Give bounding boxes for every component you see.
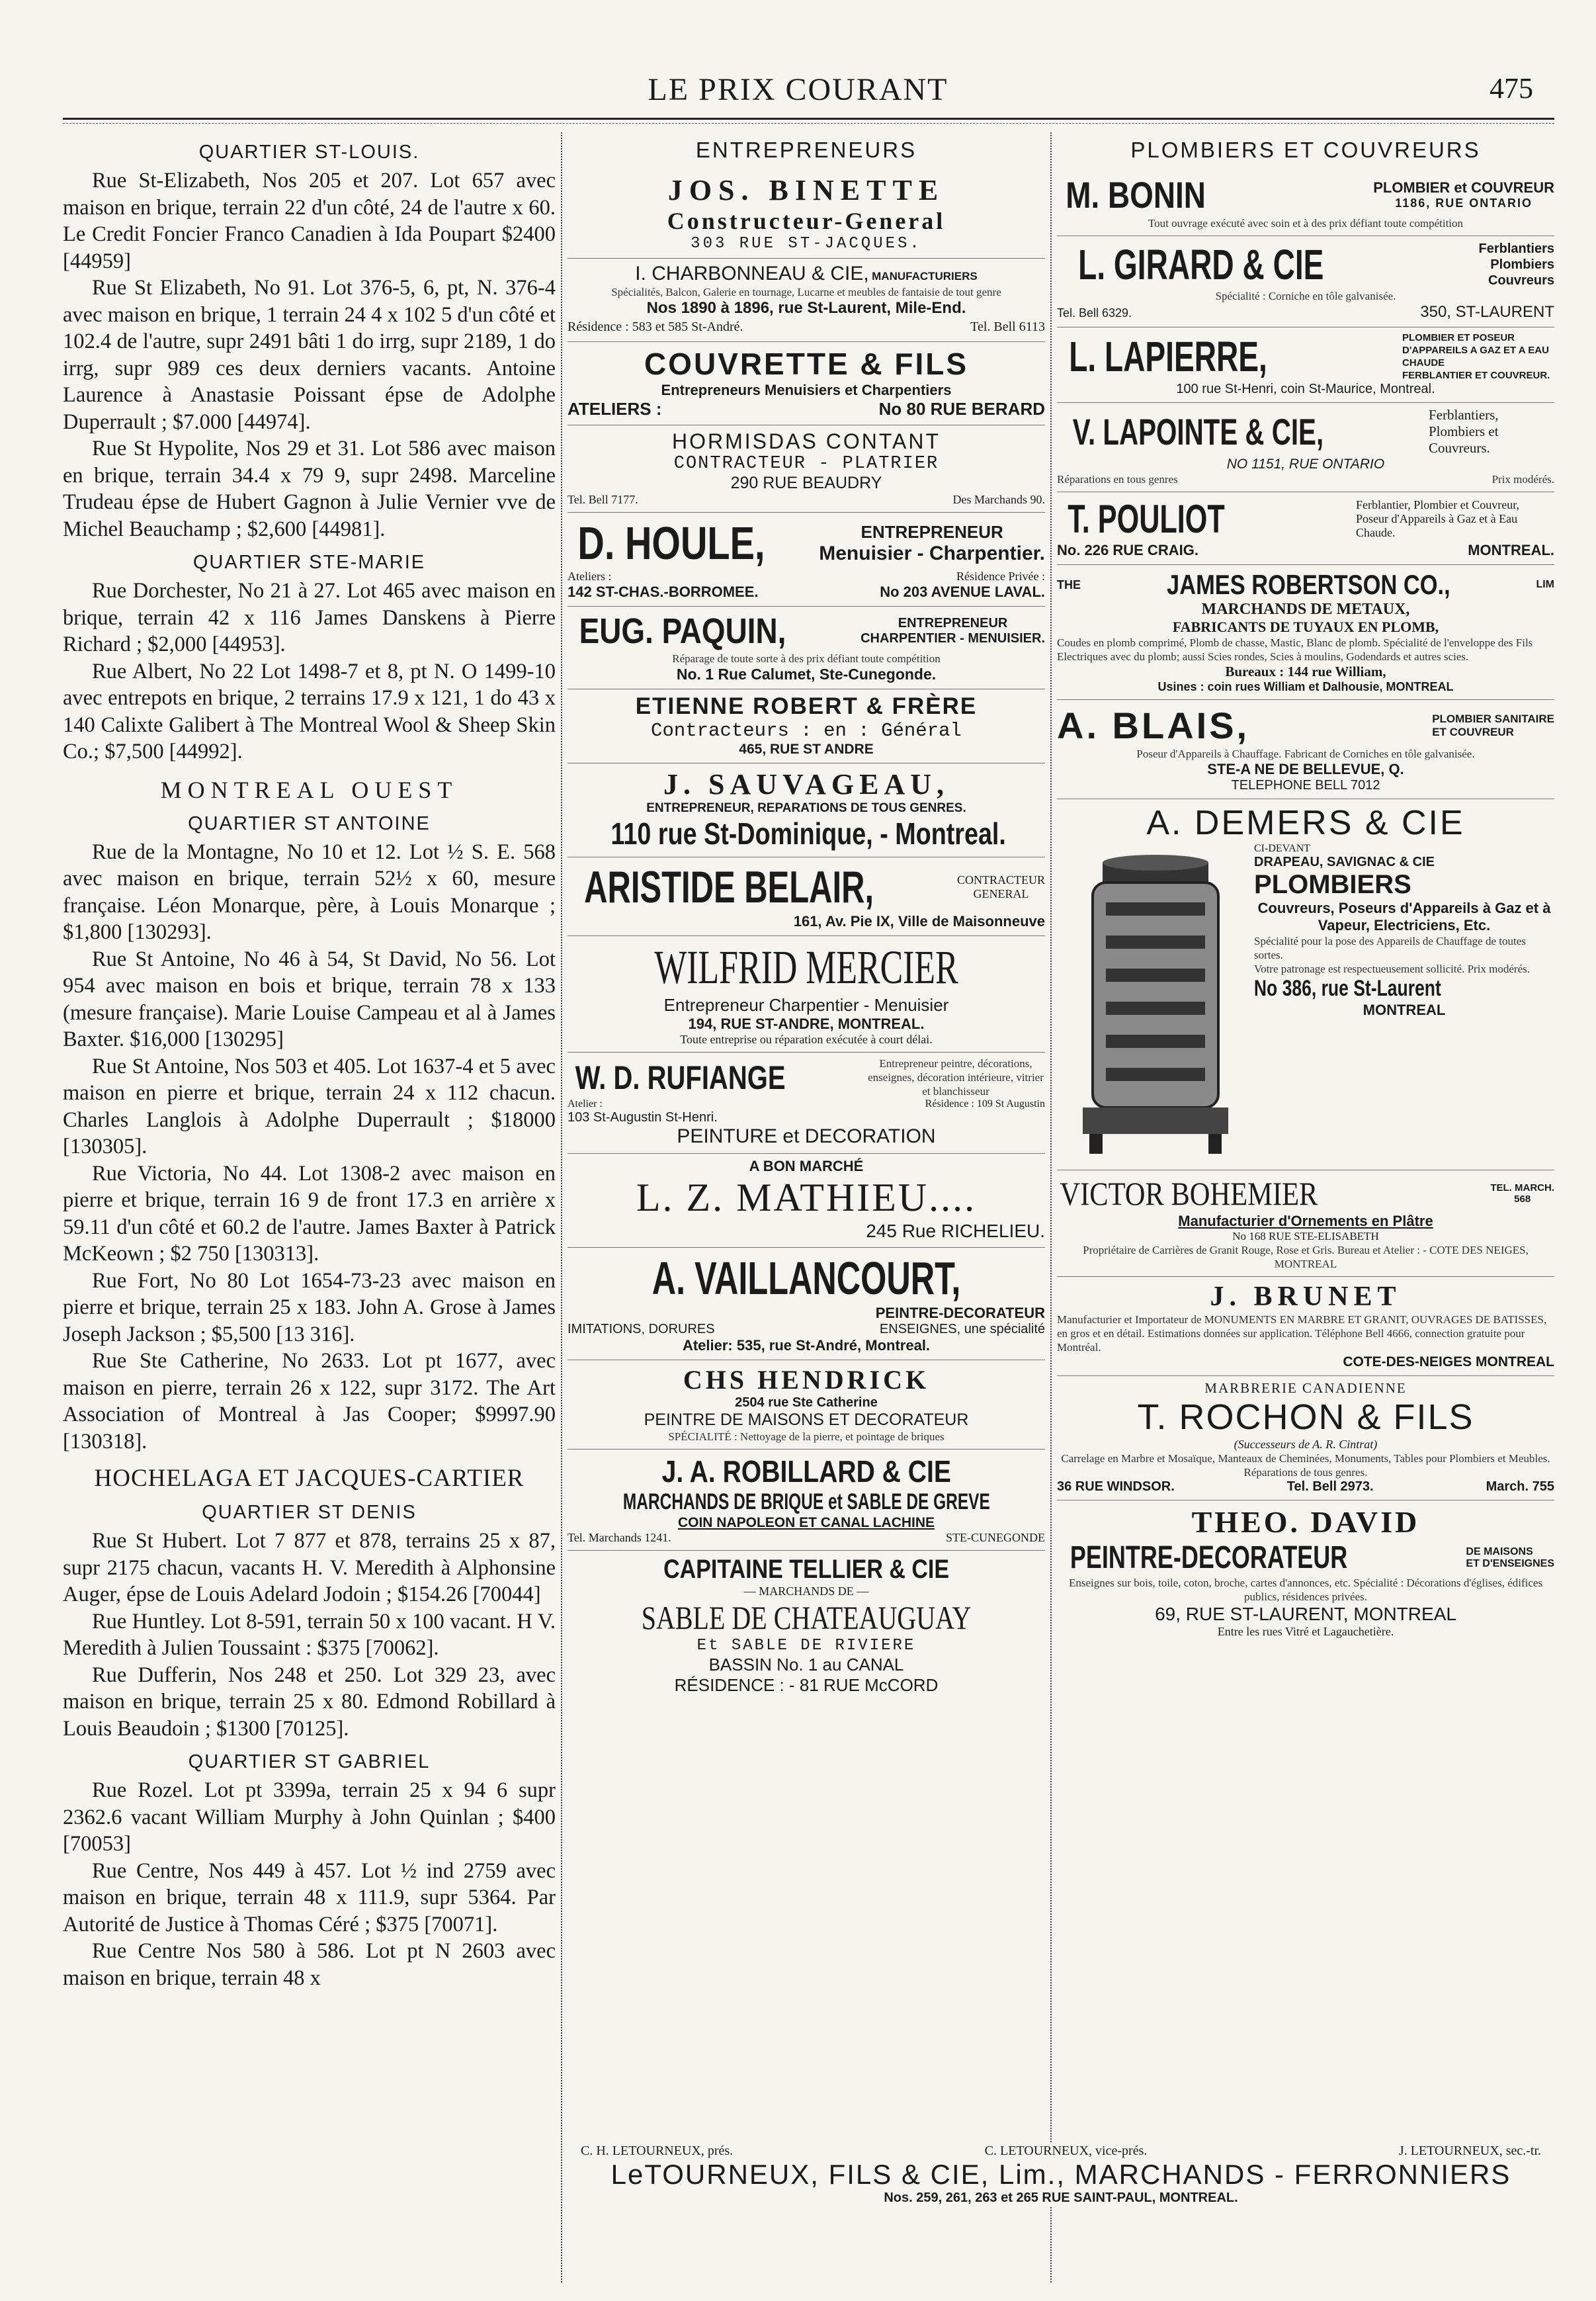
ad-name: JOS. BINETTE: [667, 174, 945, 206]
ad-lapierre: [1057, 327, 1554, 403]
ad-description: Carrelage en Marbre et Mosaïque, Manteaux de Cheminées, Monuments, Tables pour Plombiers et Meubles. Réparations de tous genres.: [1061, 1452, 1550, 1479]
property-entry: Rue St Hypolite, Nos 29 et 31. Lot 586 avec maison en brique, terrain 34.4 x 79 9, supr 2498. Marceline Trudeau épse de Hubert Gagnon à Julie Vernier vve de Michel Beauchamp ; $2,600 [44981].: [63, 437, 556, 541]
ad-letourneux: [567, 2144, 1554, 2206]
ad-description: Entrepreneur peintre, décorations, enseignes, décoration intérieure, vitrier et blanchisseur: [868, 1057, 1044, 1098]
ad-label: Atelier :: [567, 1098, 603, 1109]
ad-description: Toute entreprise ou réparation exécutée à court délai.: [680, 1033, 933, 1046]
ad-address: Nos. 259, 261, 263 et 265 RUE SAINT-PAUL, MONTREAL.: [884, 2191, 1238, 2205]
ad-hendrick: [567, 1360, 1045, 1450]
ad-role: FERBLANTIER ET COUVREUR.: [1402, 370, 1550, 381]
ad-role: PEINTRE DE MAISONS ET DECORATEUR: [644, 1411, 969, 1429]
ad-location: Entre les rues Vitré et Lagauchetière.: [1217, 1625, 1394, 1638]
ad-address: 161, Av. Pie IX, Ville de Maisonneuve: [793, 913, 1045, 930]
ad-description: Manufacturier et Importateur de MONUMENTS EN MARBRE ET GRANIT, OUVRAGES DE BATISSES, en gros et en détail. Estimations données sur application. Téléphone Bell 4666, connection gratuite pour Montréal.: [1057, 1313, 1547, 1354]
ad-phone: TELEPHONE BELL 7012: [1231, 778, 1380, 793]
ad-charbonneau: [567, 259, 1045, 342]
ad-description: Propriétaire de Carrières de Granit Rouge, Rose et Gris. Bureau et Atelier : - COTE DES NEIGES, MONTREAL: [1083, 1244, 1529, 1270]
ad-residence: Résidence : 583 et 585 St-André.: [567, 320, 743, 334]
ad-role: Constructeur-General: [667, 208, 946, 234]
section-heading: QUARTIER ST-LOUIS.: [198, 142, 420, 163]
ad-address: 194, RUE ST-ANDRE, MONTREAL.: [688, 1016, 925, 1032]
ad-name: D. HOULE,: [577, 517, 765, 569]
ad-role-detail: FABRICANTS DE TUYAUX EN PLOMB,: [1172, 619, 1439, 635]
ad-phone: Tel. Marchands 1241.: [567, 1531, 671, 1544]
ad-name: ARISTIDE BELAIR,: [584, 862, 874, 912]
ad-name: A. VAILLANCOURT,: [651, 1252, 961, 1304]
section-heading: HOCHELAGA ET JACQUES-CARTIER: [94, 1465, 525, 1492]
ad-description: SPÉCIALITÉ : Nettoyage de la pierre, et pointage de briques: [668, 1430, 945, 1443]
ad-product: SABLE DE CHATEAUGUAY: [641, 1599, 972, 1636]
ad-role: CONTRACTEUR - PLATRIER: [673, 454, 939, 474]
ad-role: PLOMBIER SANITAIRE: [1432, 712, 1554, 725]
ad-sauvageau: [567, 763, 1045, 857]
page-title: LE PRIX COURANT: [648, 72, 948, 107]
ad-phone-alt: Des Marchands 90.: [952, 493, 1045, 506]
ad-address: NO 1151, RUE ONTARIO: [1226, 456, 1385, 472]
ad-name: L. Z. MATHIEU....: [636, 1176, 977, 1219]
ad-belair: [567, 857, 1045, 936]
ad-address: 69, RUE ST-LAURENT, MONTREAL: [1155, 1604, 1456, 1624]
ad-houle: [567, 513, 1045, 607]
ad-description: Prix modérés.: [1491, 473, 1554, 486]
ad-role: PLOMBIER ET POSEUR D'APPAREILS A GAZ ET A EAU CHAUDE: [1402, 332, 1549, 369]
ad-pouliot: [1057, 492, 1554, 565]
ad-role: CONTRACTEUR: [956, 873, 1045, 887]
header-rule: [63, 118, 1554, 120]
section-heading: PLOMBIERS ET COUVREURS: [1130, 138, 1481, 162]
running-header: [0, 66, 1596, 119]
ad-lapointe: [1057, 403, 1554, 492]
ad-name: V. LAPOINTE & CIE,: [1072, 411, 1324, 453]
property-entry: Rue de la Montagne, No 10 et 12. Lot ½ S. E. 568 avec maison en brique, terrain 52½ x 60, mesure française. Léon Monarque, père, à Louis Monarque ; $1,800 [130293].: [63, 840, 556, 944]
ad-badge: THE: [1057, 578, 1081, 591]
ad-role: PLOMBIER et COUVREUR: [1373, 179, 1554, 196]
ad-mathieu: [567, 1154, 1045, 1248]
ad-phone: Tel. Bell 2973.: [1286, 1479, 1374, 1494]
ad-address: Atelier: 535, rue St-André, Montreal.: [682, 1337, 931, 1354]
ad-address: Nos 1890 à 1896, rue St-Laurent, Mile-End.: [646, 299, 966, 317]
ad-officer: C. H. LETOURNEUX, prés.: [581, 2144, 734, 2158]
ad-girard: [1057, 236, 1554, 327]
ad-rufiange: [567, 1053, 1045, 1154]
property-entry: Rue St-Elizabeth, Nos 205 et 207. Lot 657 avec maison en brique, terrain 22 d'un côté, 24 de l'autre x 60. Le Credit Foncier Franco Canadien à Ida Poupart $2400 [44959]: [63, 169, 556, 273]
ad-vaillancourt: [567, 1248, 1045, 1360]
section-heading: QUARTIER ST DENIS: [202, 1502, 417, 1523]
ad-name: T. ROCHON & FILS: [1137, 1397, 1474, 1437]
ad-demers: [1057, 799, 1554, 1170]
ad-address: 245 Rue RICHELIEU.: [866, 1221, 1045, 1241]
ad-bonin: [1057, 169, 1554, 236]
ad-role: MARCHANDS DE METAUX,: [1201, 601, 1410, 618]
ad-role-detail: ET D'ENSEIGNES: [1466, 1557, 1554, 1569]
ad-description: Spécialités, Balcon, Galerie en tournage, Lucarne et meubles de fantaisie de tout genre: [611, 286, 1001, 298]
ad-address: No 386, rue St-Laurent: [1253, 976, 1441, 1001]
ad-role: Manufacturier d'Ornements en Plâtre: [1178, 1213, 1433, 1229]
property-entry: Rue Rozel. Lot pt 3399a, terrain 25 x 94 6 supr 2362.6 vacant William Murphy à John Quinlan ; $400 [70053]: [63, 1778, 556, 1856]
ad-description: Coudes en plomb comprimé, Plomb de chasse, Mastic, Blanc de plomb. Spécialité de l'enveloppe des Fils Electriques avec du plomb; aussi Scies rondes, Scies à moulins, Godendards et autres scies.: [1057, 636, 1533, 663]
ad-address: 290 RUE BEAUDRY: [730, 474, 882, 492]
ad-label: ATELIERS :: [567, 399, 662, 419]
ad-brunet: [1057, 1277, 1554, 1376]
property-entry: Rue Centre, Nos 449 à 457. Lot ½ ind 2759 avec maison en brique, terrain 48 x 111.9, supr 5364. Par Autorité de Justice à Thomas Céré ; $375 [70071].: [63, 1858, 556, 1936]
ad-description: Spécialité pour la pose des Appareils de Chauffage de toutes sortes.: [1254, 935, 1526, 961]
ad-address: No 80 RUE BERARD: [878, 399, 1045, 419]
ad-address: 142 ST-CHAS.-BORROMEE.: [567, 584, 759, 600]
ad-address: No. 1 Rue Calumet, Ste-Cunegonde.: [676, 666, 937, 683]
ad-firm: DRAPEAU, SAVIGNAC & CIE: [1254, 855, 1435, 869]
ad-address: COIN NAPOLEON ET CANAL LACHINE: [677, 1515, 935, 1530]
ad-role: Ferblantiers: [1478, 241, 1554, 256]
property-entry: Rue Huntley. Lot 8-591, terrain 50 x 100 vacant. H V. Meredith à Julien Toussaint : $375 [70062].: [63, 1609, 556, 1660]
property-entry: Rue Dufferin, Nos 248 et 250. Lot 329 23, avec maison en brique, terrain 25 x 80. Edmond Robillard à Louis Beaudoin ; $1300 [70125].: [63, 1663, 556, 1741]
ad-role-detail: Menuisier - Charpentier.: [819, 542, 1045, 564]
ad-role: Couvreurs: [1488, 273, 1554, 288]
ad-address: 36 RUE WINDSOR.: [1057, 1479, 1175, 1494]
ad-address: 1186, RUE ONTARIO: [1395, 196, 1533, 210]
contractors-column: [567, 132, 1045, 2282]
ad-phone: 568: [1514, 1194, 1531, 1205]
ad-robillard: [567, 1450, 1045, 1551]
ad-name: I. CHARBONNEAU & CIE,: [635, 263, 869, 284]
ad-residence: Résidence : 109 St Augustin: [925, 1098, 1045, 1109]
ad-name: W. D. RUFIANGE: [575, 1059, 786, 1096]
property-entry: Rue Ste Catherine, No 2633. Lot pt 1677, avec maison en pierre, terrain 26 x 122, supr 3172. The Art Association of Montreal à Jas Cooper; $9997.90 [130318].: [63, 1349, 556, 1454]
ad-location: STE-CUNEGONDE: [946, 1531, 1045, 1544]
ad-description: Réparations en tous genres: [1057, 473, 1178, 486]
ad-name: VICTOR BOHEMIER: [1060, 1175, 1318, 1212]
ad-officer: J. LETOURNEUX, sec.-tr.: [1398, 2144, 1541, 2158]
ad-paquin: [567, 607, 1045, 689]
ad-detail: IMITATIONS, DORURES: [567, 1322, 715, 1336]
ad-name: T. POULIOT: [1068, 497, 1225, 541]
ad-name: A. DEMERS & CIE: [1146, 804, 1465, 842]
section-heading: MONTREAL OUEST: [160, 776, 458, 803]
ad-subtitle: CI-DEVANT: [1254, 843, 1311, 854]
ad-address: No. 226 RUE CRAIG.: [1057, 542, 1198, 558]
ad-david: [1057, 1500, 1554, 1644]
ad-name: HORMISDAS CONTANT: [672, 429, 941, 453]
ad-description: Réparage de toute sorte à des prix défiant toute compétition: [672, 652, 941, 665]
ad-city: MONTREAL: [1363, 1002, 1446, 1018]
ad-address: 350, ST-LAURENT: [1420, 303, 1554, 321]
ad-address: 110 rue St-Dominique, - Montreal.: [610, 816, 1006, 851]
ad-roles: Couvreurs, Poseurs d'Appareils à Gaz et à Vapeur, Electriciens, Etc.: [1257, 900, 1551, 933]
ad-officer: C. LETOURNEUX, vice-prés.: [984, 2144, 1148, 2158]
ad-address: 100 rue St-Henri, coin St-Maurice, Montreal.: [1176, 382, 1435, 396]
property-entry: Rue Dorchester, No 21 à 27. Lot 465 avec maison en brique, terrain 42 x 116 James Danskens à Pierre Richard ; $2,000 [44953].: [63, 579, 556, 656]
ad-role: Entrepreneur Charpentier - Menuisier: [663, 995, 949, 1015]
ad-bohemier: [1057, 1170, 1554, 1277]
ad-phone: Tel. Bell 6113: [970, 320, 1045, 334]
ad-name: WILFRID MERCIER: [654, 941, 958, 994]
ad-hormisdas: [567, 425, 1045, 513]
property-entry: Rue St Antoine, No 46 à 54, St David, No 56. Lot 954 avec maison en bois et brique, terrain 78 x 133 (mesure française). Marie Louise Campeau et al à James Baxter. $16,000 [130295]: [63, 947, 556, 1051]
ad-name: L. GIRARD & CIE: [1078, 241, 1324, 288]
ad-role: ENTREPRENEUR: [898, 616, 1008, 630]
ad-robert: [567, 689, 1045, 763]
section-heading: QUARTIER ST GABRIEL: [188, 1751, 431, 1772]
ad-binette: [567, 169, 1045, 259]
ad-badge: LIM: [1536, 579, 1554, 590]
ad-robertson: [1057, 565, 1554, 700]
property-entry: Rue St Hubert. Lot 7 877 et 878, terrains 25 x 87, supr 2175 chacun, vacants H. V. Meredith à Alphonsine Auger, épse de Louis Adelard Jodoin ; $154.26 [70044]: [63, 1529, 556, 1606]
ad-address: COTE-DES-NEIGES MONTREAL: [1343, 1354, 1554, 1369]
ad-role: ENTREPRENEUR: [861, 521, 1003, 542]
ad-role: Plombiers: [1490, 257, 1554, 272]
ad-role: PEINTRE-DECORATEUR: [875, 1305, 1045, 1321]
column-divider: [561, 132, 562, 2282]
ad-phone: TEL. MARCH.: [1490, 1182, 1554, 1194]
ad-mercier: [567, 936, 1045, 1053]
ad-factory: Usines : coin rues William et Dalhousie, MONTREAL: [1157, 680, 1454, 693]
ad-label: Ateliers :: [567, 570, 612, 583]
section-heading: ENTREPRENEURS: [695, 138, 917, 162]
ad-tagline: PEINTURE et DECORATION: [677, 1125, 936, 1147]
ad-tagline: MARBRERIE CANADIENNE: [1204, 1380, 1407, 1396]
property-entry: Rue Centre Nos 580 à 586. Lot pt N 2603 avec maison en brique, terrain 48 x: [63, 1939, 556, 1990]
ad-role-detail: CHARPENTIER - MENUISIER.: [861, 631, 1045, 646]
ad-successors: (Successeurs de A. R. Cintrat): [1234, 1438, 1378, 1451]
ad-name: J. BRUNET: [1210, 1281, 1402, 1312]
ad-tellier: [567, 1551, 1045, 1701]
property-entry: Rue Albert, No 22 Lot 1498-7 et 8, pt N. O 1499-10 avec entrepots en brique, 2 terrains 17.9 x 121, 1 do 43 x 140 Calixte Galibert à The Montreal Wool & Sheep Skin Co.; $7,500 [44992].: [63, 659, 556, 763]
ad-name: M. BONIN: [1066, 174, 1206, 216]
ad-name: COUVRETTE & FILS: [644, 347, 969, 381]
ad-role: MARCHANDS DE BRIQUE et SABLE DE GREVE: [622, 1489, 990, 1514]
ad-address: 2504 rue Ste Catherine: [735, 1395, 878, 1410]
ad-office: Bureaux : 144 rue William,: [1225, 664, 1386, 679]
section-heading: QUARTIER STE-MARIE: [192, 552, 426, 573]
ad-label: Résidence Privée :: [956, 570, 1045, 583]
ad-address: No 168 RUE STE-ELISABETH: [1232, 1230, 1379, 1242]
section-heading: QUARTIER ST ANTOINE: [188, 812, 431, 834]
ad-phone-alt: March. 755: [1486, 1479, 1554, 1494]
ad-address: 465, RUE ST ANDRE: [739, 742, 874, 757]
ad-description: Votre patronage est respectueusement sollicité. Prix modérés.: [1254, 963, 1531, 975]
ad-residence: RÉSIDENCE : - 81 RUE McCORD: [674, 1675, 939, 1695]
plumbers-column: [1057, 132, 1554, 2282]
ad-role-detail: GENERAL: [973, 887, 1029, 900]
ad-description: Et SABLE DE RIVIERE: [696, 1637, 916, 1655]
ad-blais: [1057, 700, 1554, 799]
property-entry: Rue Victoria, No 44. Lot 1308-2 avec maison en pierre et brique, terrain 16 9 de front 17.3 en arrière x 59.11 d'un côté et 60.2 de l'autre. James Baxter à Patrick McKeown ; $2 750 [130313].: [63, 1161, 556, 1266]
ad-address: STE-A NE DE BELLEVUE, Q.: [1207, 761, 1404, 777]
ad-role: Ferblantier, Plombier et Couvreur, Poseur d'Appareils à Gaz et à Eau Chaude.: [1356, 498, 1519, 539]
ad-name: J. SAUVAGEAU,: [663, 768, 950, 801]
ad-city: MONTREAL.: [1468, 542, 1554, 558]
property-entry: Rue St Elizabeth, No 91. Lot 376-5, 6, pt, N. 376-4 avec maison en brique, 1 terrain 24 4 x 102 5 d'un côté et 102.4 de l'autre, supr 2491 bâti 1 do irrg, supr 2189, 1 do irrg, supr 989 ces deux derniers vacants. Antoine Laurence à Anastasie Poissant épse de Adolphe Duperrault ; $7.000 [44974].: [63, 276, 556, 434]
ad-role: PLOMBIERS: [1254, 870, 1411, 899]
ad-description: Entrepreneurs Menuisiers et Charpentiers: [661, 382, 952, 398]
stove-illustration: [1066, 849, 1245, 1160]
ad-address: 103 St-Augustin St-Henri.: [567, 1110, 718, 1125]
property-entry: Rue St Antoine, Nos 503 et 405. Lot 1637-4 et 5 avec maison en pierre et brique, terrain 24 x 112 chacun. Charles Langlois à Adolphe Duperrault ; $18000 [130305].: [63, 1054, 556, 1158]
ad-name: CHS HENDRICK: [683, 1365, 930, 1395]
ad-name: THEO. DAVID: [1191, 1505, 1420, 1539]
ad-description: Spécialité : Corniche en tôle galvanisée.: [1215, 290, 1396, 302]
ad-location: BASSIN No. 1 au CANAL: [708, 1655, 904, 1674]
ad-address: 303 RUE ST-JACQUES.: [691, 235, 922, 253]
page-number: 475: [1490, 72, 1533, 105]
column-divider: [1050, 132, 1052, 2282]
ad-name: EUG. PAQUIN,: [579, 611, 786, 651]
real-estate-column: [63, 132, 556, 2282]
ad-role: ENTREPRENEUR, REPARATIONS DE TOUS GENRES.: [646, 801, 966, 815]
ad-role: PEINTRE-DECORATEUR: [1070, 1540, 1348, 1575]
ad-name: A. BLAIS,: [1057, 705, 1250, 746]
ad-description: Tout ouvrage exécuté avec soin et à des prix défiant toute compétition: [1148, 217, 1464, 230]
ad-name: J. A. ROBILLARD & CIE: [661, 1454, 951, 1489]
ad-phone: Tel. Bell 7177.: [567, 493, 638, 506]
ad-address-alt: No 203 AVENUE LAVAL.: [880, 584, 1045, 600]
ad-role: MANUFACTURIERS: [872, 270, 978, 282]
ad-name: ETIENNE ROBERT & FRÈRE: [635, 693, 978, 719]
ad-name: JAMES ROBERTSON CO.,: [1166, 569, 1450, 600]
ad-description: Enseignes sur bois, toile, coton, broche, cartes d'annonces, etc. Spécialité : Décorations d'églises, édifices publics, résidences privées.: [1068, 1577, 1543, 1603]
ad-detail: ENSEIGNES, une spécialité: [879, 1322, 1045, 1336]
ad-role: Contracteurs : en : Général: [651, 720, 962, 742]
ad-role: ET COUVREUR: [1432, 725, 1514, 738]
ad-name: L. LAPIERRE,: [1069, 333, 1267, 380]
property-entry: Rue Fort, No 80 Lot 1654-73-23 avec maison en pierre et brique, terrain 25 x 183. John A. Grose à James Joseph Jackson ; $5,500 [13 316].: [63, 1268, 556, 1346]
ad-role-detail: DE MAISONS: [1466, 1545, 1533, 1557]
ad-rochon: [1057, 1376, 1554, 1500]
ad-phone: Tel. Bell 6329.: [1057, 306, 1132, 320]
ad-tagline: A BON MARCHÉ: [749, 1158, 864, 1174]
ad-name: LeTOURNEUX, FILS & CIE, Lim., MARCHANDS - FERRONNIERS: [610, 2159, 1511, 2190]
ad-name: CAPITAINE TELLIER & CIE: [663, 1555, 949, 1584]
ad-role: — MARCHANDS DE —: [743, 1585, 869, 1598]
ad-role: Ferblantiers, Plombiers et Couvreurs.: [1429, 407, 1499, 456]
ad-description: Poseur d'Appareils à Chauffage. Fabricant de Corniches en tôle galvanisée.: [1136, 748, 1475, 760]
ad-couvrette: [567, 342, 1045, 425]
header-rule-dashed: [63, 123, 1554, 124]
